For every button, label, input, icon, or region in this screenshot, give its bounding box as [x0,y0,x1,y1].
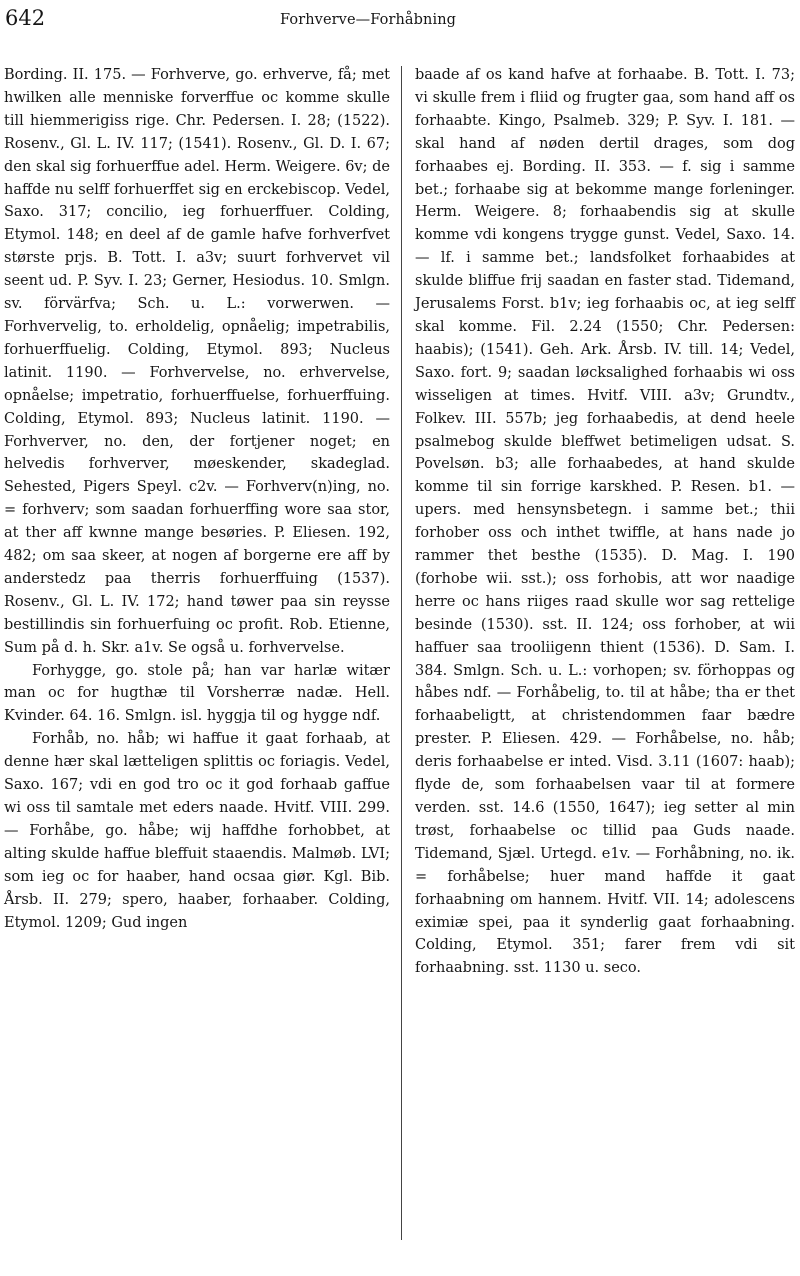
column-divider [401,66,402,1240]
left-column [4,64,390,934]
running-title: Forhverve—Forhåbning [280,12,457,28]
right-paragraph-1: baade af os kand hafve at forhaabe. B. Tott. I. 73; vi skulle frem i fliid og frugter gaa, som hand aff os forhaabte. Kingo, Psalmeb. 329; P. Syv. I. 181. — skal hand af nøden dertil drages, som dog forhaabes ej. Bording. II. 353. — f. sig i samme bet.; forhaabe sig at bekomme mange forleninger. Herm. Weigere. 8; forhaabendis sig at skulle komme vdi kongens trygge gunst. Vedel, Saxo. 14. — lf. i samme bet.; landsfolket forhaabides at skulde bliffue frij saadan en faster stad. Tidemand, Jerusalems Forst. b1v; ieg forhaabis oc, at ieg selff skal komme. Fil. 2.24 (1550; Chr. Pedersen: haabis); (1541). Geh. Ark. Årsb. IV. till. 14; Vedel, Saxo. fort. 9; saadan løcksalighed forhaabis wi oss wisseligen at times. Hvitf. VIII. a3v; Grundtv., Folkev. III. 557b; jeg forhaabedis, at dend heele psalmebog skulde bleffwet betimeligen udsat. S. Povelsøn. b3; alle forhaabedes, at hand skulde komme til sin forrige karskhed. P. Resen. b1. — upers. med hensynsbetegn. i samme bet.; thii forhober oss och inthet twiffle, at hans nade jo rammer thet besthe (1535). D. Mag. I. 190 (forhobe wii. sst.); oss forhobis, att wor naadige herre oc hans riiges raad skulle wor sag rettelige besinde (1530). sst. II. 124; oss forhober, at wii haffuer saa trooliigenn thient (1536). D. Sam. I. 384. Smlgn. Sch. u. L.: vorhopen; sv. förhoppas og håbes ndf. — Forhåbelig, to. til at håbe; tha er thet forhaabeligtt, at christendommen faar bædre prester. P. Eliesen. 429. — Forhåbelse, no. håb; deris forhaabelse er inted. Visd. 3.11 (1607: haab); flyde de, som forhaabelsen vaar til at formere verden. sst. 14.6 (1550, 1647); ieg setter al min trøst, forhaabelse oc tillid paa Guds naade. Tidemand, Sjæl. Urtegd. e1v. — Forhåbning, no. ik. = forhåbelse; huer mand haffde it gaat forhaabning om hannem. Hvitf. VII. 14; adolescens eximiæ spei, paa it synderlig gaat forhaabning. Colding, Etymol. 351; farer frem vdi sit forhaabning. sst. 1130 u. seco. [415,67,795,977]
right-column [415,64,795,980]
page-number: 642 [5,6,46,30]
page-header [0,0,800,50]
left-paragraph-2: Forhygge, go. stole på; han var harlæ witær man oc for hugthæ til Vorsherræ nadæ. Hell. Kvinder. 64. 16. Smlgn. isl. hyggja til og hygge ndf. [4,662,390,725]
left-paragraph-3: Forhåb, no. håb; wi haffue it gaat forhaab, at denne hær skal lætteligen splittis oc foriagis. Vedel, Saxo. 167; vdi en god tro oc it god forhaab gaffue wi oss til samtale met eders naade. Hvitf. VIII. 299. — Forhåbe, go. håbe; wij haffdhe forhobbet, at alting skulde haffue bleffuit staaendis. Malmøb. LVI; som ieg oc for haaber, hand ocsaa giør. Kgl. Bib. Årsb. II. 279; spero, haaber, forhaaber. Colding, Etymol. 1209; Gud ingen [4,731,390,931]
left-paragraph-1: Bording. II. 175. — Forhverve, go. erhverve, få; met hwilken alle menniske forverffue oc komme skulle till hiemmerigiss rige. Chr. Pedersen. I. 28; (1522). Rosenv., Gl. L. IV. 117; (1541). Rosenv., Gl. D. I. 67; den skal sig forhuerffue adel. Herm. Weigere. 6v; de haffde nu selff forhuerffet sig en erckebiscop. Vedel, Saxo. 317; concilio, ieg forhuerffuer. Colding, Etymol. 148; en deel af de gamle hafve forhverfvet største prjs. B. Tott. I. a3v; suurt forhvervet vil seent ud. P. Syv. I. 23; Gerner, Hesiodus. 10. Smlgn. sv. förvärfva; Sch. u. L.: vorwerwen. — Forhvervelig, to. erholdelig, opnåelig; impetrabilis, forhuerffuelig. Colding, Etymol. 893; Nucleus latinit. 1190. — Forhvervelse, no. erhvervelse, opnåelse; impetratio, forhuerffuelse, forhuerffuing. Colding, Etymol. 893; Nucleus latinit. 1190. — Forhverver, no. den, der fortjener noget; en helvedis forhverver, møeskender, skadeglad. Sehested, Pigers Speyl. c2v. — Forhverv(n)ing, no. = forhverv; som saadan forhuerffing wore saa stor, at ther aff kwnne mange besøries. P. Eliesen. 192, 482; om saa skeer, at nogen af borgerne ere aff by anderstedz paa therris forhuerffuing (1537). Rosenv., Gl. L. IV. 172; hand tøwer paa sin reysse bestillindis sin forhuerfuing oc profit. Rob. Etienne, Sum på d. h. Skr. a1v. Se også u. forhvervelse. [4,67,390,656]
